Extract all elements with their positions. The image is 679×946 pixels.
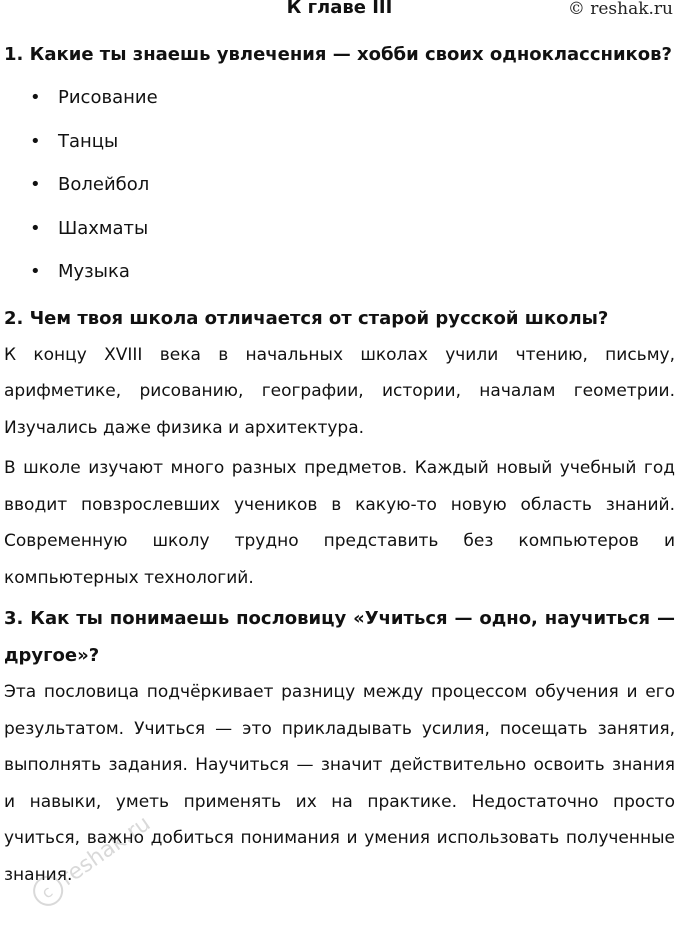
question-2-title: 2. Чем твоя школа отличается от старой русской школы? <box>4 307 609 329</box>
list-item-label: Волейбол <box>58 174 150 195</box>
list-item <box>4 76 675 120</box>
list-item <box>4 207 675 251</box>
bullet-icon: • <box>30 87 41 108</box>
bullet-icon: • <box>30 261 41 282</box>
question-2-section <box>4 300 675 597</box>
answers-content <box>4 36 675 897</box>
answer-paragraph: В школе изучают много разных предметов. Каждый новый учебный год вводит повзрослевших учеников в какую-то новую область знаний. Современную школу трудно представить без компьютеров и компьютерных технологий. <box>4 458 675 588</box>
list-item-label: Танцы <box>58 130 119 152</box>
copyright-label: © reshak.ru <box>567 0 673 19</box>
bullet-icon: • <box>30 130 41 152</box>
bullet-icon: • <box>30 174 41 195</box>
chapter-title: К главе III <box>286 0 393 18</box>
question-3-title: 3. Как ты понимаешь пословицу «Учиться — одно, научиться — другое»? <box>4 608 675 666</box>
svg-text:c: c <box>38 881 57 903</box>
list-item-label: Музыка <box>58 261 130 282</box>
list-item <box>4 120 675 164</box>
hobby-list <box>4 76 675 294</box>
list-item <box>4 163 675 207</box>
watermark-text: reshak.ru <box>55 811 156 892</box>
list-item <box>4 250 675 294</box>
question-3-section <box>4 600 675 893</box>
answer-paragraph: К концу XVIII века в начальных школах учили чтению, письму, арифметике, рисованию, географии, истории, началам геометрии. Изучались даже физика и архитектура. <box>4 344 675 438</box>
bullet-icon: • <box>30 217 41 239</box>
question-1-title: 1. Какие ты знаешь увлечения — хобби своих одноклассников? <box>4 44 672 65</box>
list-item-label: Рисование <box>58 87 158 108</box>
answer-paragraph: Эта пословица подчёркивает разницу между процессом обучения и его результатом. Учиться — это прикладывать усилия, посещать занятия, выполнять задания. Научиться — значит действительно освоить знания и навыки, уметь применять их на практике. Недостаточно просто учиться, важно добиться понимания и умения использовать полученные знания. <box>4 682 675 885</box>
question-1-section <box>4 36 675 294</box>
list-item-label: Шахматы <box>58 217 149 239</box>
